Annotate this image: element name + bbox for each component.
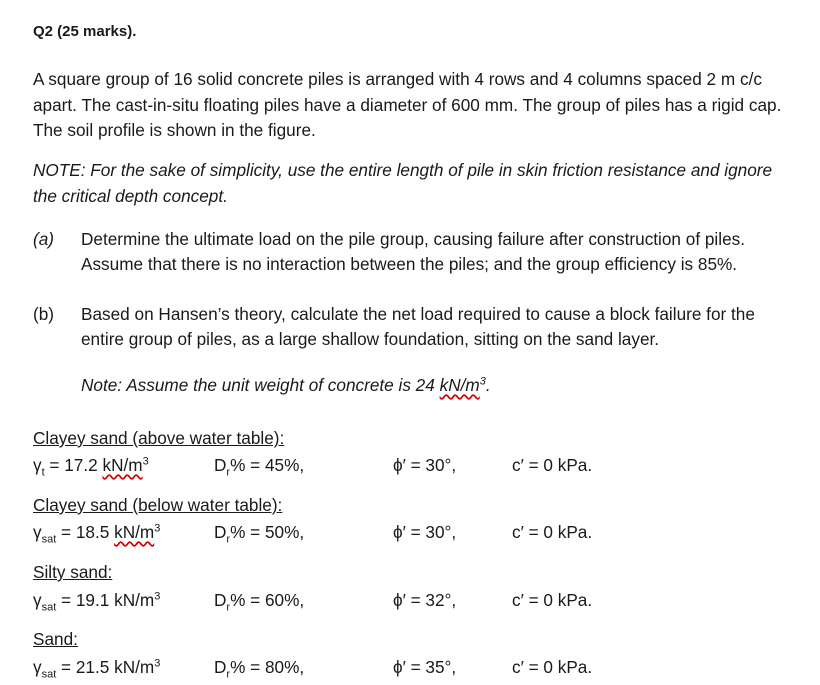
unit-note-exp: 3 (479, 375, 486, 388)
layer-row (0, 590, 820, 616)
cohesion: c′ = 0 kPa. (512, 657, 593, 677)
relative-density: $D_r\% = 45\%$, (214, 455, 305, 479)
cohesion: c′ = 0 kPa. (512, 455, 593, 475)
part-a (33, 227, 793, 277)
friction-angle: ϕ′ = 30°, (393, 522, 457, 542)
layer-title: Silty sand: (33, 562, 113, 582)
part-b-label: (b) (33, 304, 55, 324)
unit-weight: $\gamma_t = 17.2$ $kN/m^3$ (33, 455, 149, 479)
question-heading: Q2 (25 marks). (33, 23, 137, 40)
unit-note-suffix: . (485, 375, 491, 395)
relative-density: $D_r\% = 60\%$, (214, 590, 305, 614)
note-paragraph: NOTE: For the sake of simplicity, use the entire length of pile in skin friction resistance and ignore the critical depth concept. (33, 160, 773, 206)
layer-row (0, 455, 820, 481)
layer-title: Clayey sand (above water table): (33, 428, 285, 448)
cohesion: c′ = 0 kPa. (512, 590, 593, 610)
layer-row (0, 657, 820, 683)
cohesion: c′ = 0 kPa. (512, 522, 593, 542)
relative-density: $D_r\% = 80\%$, (214, 657, 305, 681)
part-a-label: (a) (33, 229, 55, 249)
intro-paragraph: A square group of 16 solid concrete piles is arranged with 4 rows and 4 columns spaced 2 m c/c apart. The cast-in-situ floating piles have a diameter of 600 mm. The group of piles has a rigid cap. The soil profile is shown in the figure. (33, 69, 782, 140)
friction-angle: ϕ′ = 35°, (393, 657, 457, 677)
unit-weight: $\gamma_{sat} = 19.1$ $kN/m^3$ (33, 590, 161, 614)
unit-note-unit: kN/m (439, 375, 480, 395)
friction-angle: ϕ′ = 32°, (393, 590, 457, 610)
unit-weight: $\gamma_{sat} = 21.5$ $kN/m^3$ (33, 657, 161, 681)
layer-row (0, 522, 820, 548)
unit-weight: $\gamma_{sat} = 18.5$ $kN/m^3$ (33, 522, 161, 546)
unit-note-prefix: Note: Assume the unit weight of concrete is 24 (81, 375, 440, 395)
unit-weight-note (81, 375, 491, 396)
friction-angle: ϕ′ = 30°, (393, 455, 457, 475)
part-a-text: Determine the ultimate load on the pile group, causing failure after construction of piles. Assume that there is no interaction between the piles; and the group efficiency is 85%. (81, 229, 746, 274)
relative-density: $D_r\% = 50\%$, (214, 522, 305, 546)
layer-title: Sand: (33, 629, 78, 649)
part-b-text: Based on Hansen’s theory, calculate the net load required to cause a block failure for the entire group of piles, as a large shallow foundation, sitting on the sand layer. (81, 304, 755, 349)
layer-title: Clayey sand (below water table): (33, 495, 283, 515)
part-b (33, 302, 793, 352)
